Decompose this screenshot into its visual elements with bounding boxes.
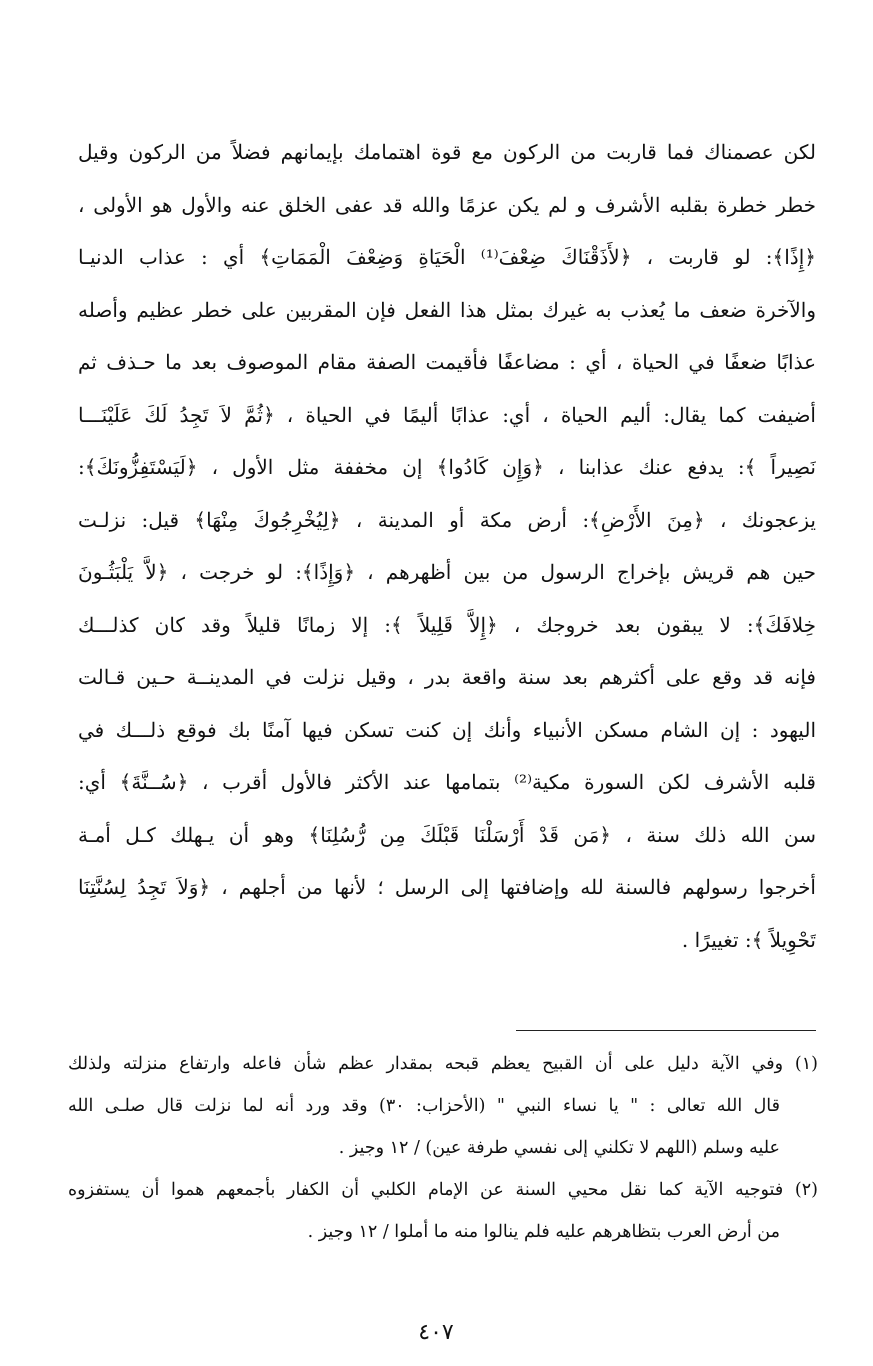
text-line: اليهود : إن الشام مسكن الأنبياء وأنك إن كنت تسكن فيها آمنًا بك فوقع ذلـــك في bbox=[78, 717, 816, 742]
footnote-divider bbox=[516, 1030, 816, 1031]
page-number: ٤٠٧ bbox=[418, 1320, 454, 1345]
main-text-block bbox=[78, 132, 816, 972]
footnote-line: عليه وسلم (اللهم لا تكلني إلى نفسي طرفة عين) / ١٢ وجيز . bbox=[338, 1138, 780, 1158]
text-line: قلبه الأشرف لكن السورة مكية⁽²⁾ بتمامها عند الأكثر فالأول أقرب ، ﴿سُــنَّةَ﴾ أي: bbox=[78, 770, 816, 794]
text-line: سن الله ذلك سنة ، ﴿مَن قَدْ أَرْسَلْنَا قَبْلَكَ مِن رُّسُلِنَا﴾ وهو أن يـهلك كـل أمـة bbox=[78, 822, 816, 847]
text-line: أخرجوا رسولهم فالسنة لله وإضافتها إلى الرسل ؛ لأنها من أجلهم ، ﴿وَلاَ تَجِدُ لِسُنَّتِنَا bbox=[78, 875, 816, 899]
text-line: فإنه قد وقع على أكثرهم بعد سنة واقعة بدر ، وقيل نزلت في المدينــة حـين قـالت bbox=[78, 665, 816, 689]
text-line: والآخرة ضعف ما يُعذب به غيرك بمثل هذا الفعل فإن المقربين على خطر عظيم وأصله bbox=[78, 297, 816, 322]
text-line: أضيفت كما يقال: أليم الحياة ، أي: عذابًا أليمًا في الحياة ، ﴿ثُمَّ لاَ تَجِدُ لَكَ عَلَيْنَـــا bbox=[78, 402, 816, 427]
text-line: خِلافَكَ﴾: لا يبقون بعد خروجك ، ﴿إِلاَّ قَلِيلاً ﴾: إلا زمانًا قليلاً وقد كان كذلـــك bbox=[78, 612, 816, 637]
text-line: تَحْوِيلاً ﴾: تغييرًا . bbox=[681, 927, 816, 952]
footnote-line: قال الله تعالى : " يا نساء النبي " (الأحزاب: ٣٠) وقد ورد أنه لما نزلت قال صلـى الله bbox=[68, 1096, 780, 1116]
footnotes-block bbox=[68, 1043, 818, 1253]
text-line: ﴿إِذًا﴾: لو قاربت ، ﴿لأَذَقْنَاكَ ضِعْفَ⁽¹⁾ الْحَيَاةِ وَضِعْفَ الْمَمَاتِ﴾ أي : عذاب الدنيـا bbox=[78, 245, 816, 269]
footnote-line: من أرض العرب بتظاهرهم عليه فلم ينالوا منه ما أملوا / ١٢ وجيز . bbox=[307, 1222, 780, 1242]
text-line: يزعجونك ، ﴿مِنَ الأَرْضِ﴾: أرض مكة أو المدينة ، ﴿لِيُخْرِجُوكَ مِنْهَا﴾ قيل: نزلـت bbox=[78, 507, 816, 532]
text-line: خطر خطرة بقلبه الأشرف و لم يكن عزمًا والله قد عفى الخلق عنه والأول هو الأولى ، bbox=[78, 192, 816, 217]
text-line: حين هم قريش بإخراج الرسول من بين أظهرهم ، ﴿وَإِذًا﴾: لو خرجت ، ﴿لاَّ يَلْبَثُـونَ bbox=[78, 560, 816, 584]
text-line: لكن عصمناك فما قاربت من الركون مع قوة اهتمامك بإيمانهم فضلاً من الركون وقيل bbox=[78, 140, 816, 164]
footnote-line: (١) وفي الآية دليل على أن القبيح يعظم قبحه بمقدار عظم شأن فاعله وارتفاع منزلته ولذلك bbox=[68, 1054, 818, 1074]
footnote-line: (٢) فتوجيه الآية كما نقل محيي السنة عن الإمام الكلبي أن الكفار بأجمعهم هموا أن يستفزوه bbox=[68, 1180, 818, 1200]
text-line: عذابًا ضعفًا في الحياة ، أي : مضاعفًا فأقيمت الصفة مقام الموصوف بعد ما حـذف ثم bbox=[78, 350, 816, 374]
text-line: نَصِيراً ﴾: يدفع عنك عذابنا ، ﴿وَإِن كَادُوا﴾ إن مخففة مثل الأول ، ﴿لَيَسْتَفِزُّونَكَ﴾: bbox=[78, 455, 816, 479]
